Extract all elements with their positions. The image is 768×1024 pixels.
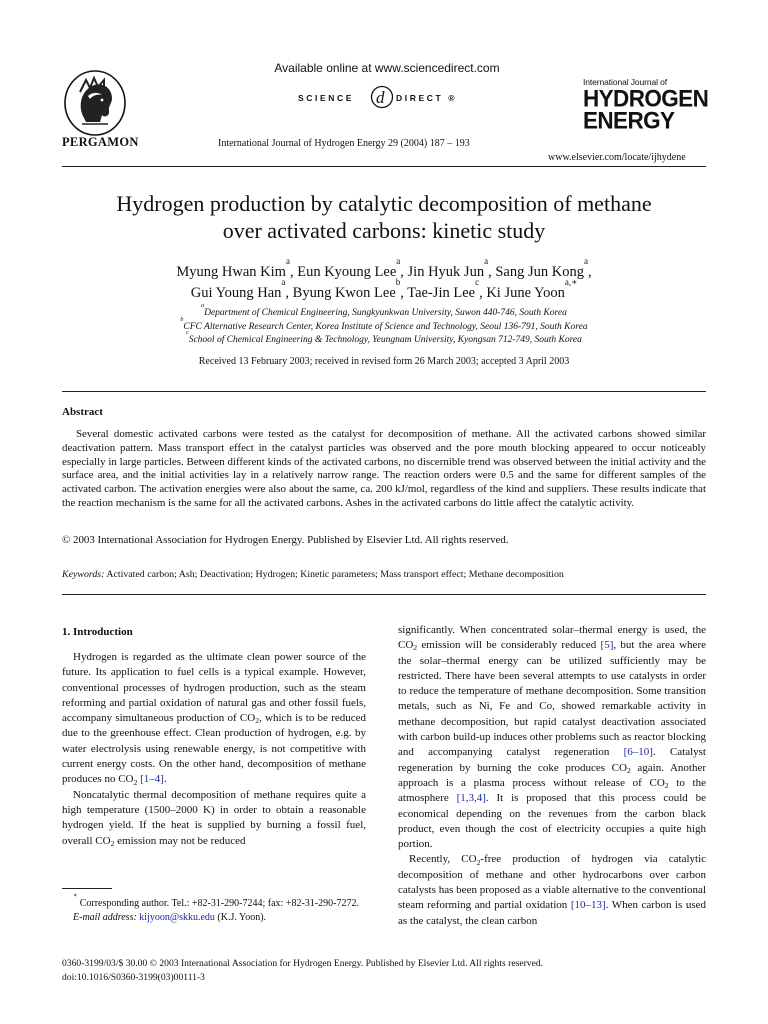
publisher-name: PERGAMON xyxy=(62,135,139,149)
citation-link[interactable]: [1,3,4] xyxy=(456,792,486,805)
pergamon-logo xyxy=(62,68,128,136)
footnote-corresponding xyxy=(62,892,366,911)
author-affiliation-mark: a xyxy=(396,256,401,267)
text-run: emission may not be reduced xyxy=(114,834,246,847)
email-label: E-mail address: xyxy=(73,912,137,923)
journal-brand xyxy=(583,77,709,134)
affiliation-mark: c xyxy=(186,330,189,337)
author-name: Tae-Jin Lee xyxy=(407,285,476,301)
affiliation-text: CFC Alternative Research Center, Korea Institute of Science and Technology, Seoul 136-791, South Korea xyxy=(183,321,588,332)
subscript: 2 xyxy=(133,777,138,787)
doi-line[interactable]: doi:10.1016/S0360-3199(03)00111-3 xyxy=(62,972,205,983)
abstract-body xyxy=(62,428,706,511)
affiliations xyxy=(62,303,706,348)
author-name: Ki June Yoon xyxy=(486,285,565,301)
author-affiliation-mark: c xyxy=(475,277,480,288)
author-name: Gui Young Han xyxy=(190,285,282,301)
citation-text: 1,3,4 xyxy=(460,792,483,805)
affiliation-mark: a xyxy=(201,303,205,310)
affiliation-item xyxy=(62,303,706,321)
author-name: Eun Kyoung Lee xyxy=(297,264,397,280)
journal-brand-subtitle: International Journal of xyxy=(583,77,668,87)
received-dates: Received 13 February 2003; received in revised form 26 March 2003; accepted 3 April 2003 xyxy=(198,356,570,367)
text-run: emission will be considerably reduced xyxy=(417,639,601,652)
sciencedirect-logo[interactable] xyxy=(290,84,490,110)
author-affiliation-mark: a xyxy=(281,277,286,288)
author-line-1: Myung Hwan Kim$^a$, Eun Kyoung Lee$^a$, Jin Hyuk Jun$^a$, Sang Jun Kong$^a$, xyxy=(176,256,592,280)
subscript: 2 xyxy=(476,857,481,867)
author-affiliation-mark: b xyxy=(395,277,401,288)
keywords xyxy=(62,569,706,580)
citation-text: 1–4 xyxy=(143,773,161,786)
svg-text:d: d xyxy=(376,88,385,107)
article-title-line1: Hydrogen production by catalytic decomposition of methane xyxy=(116,191,652,216)
author-affiliation-mark: a xyxy=(583,256,588,267)
svg-text:SCIENCE: SCIENCE xyxy=(298,93,354,103)
left-column xyxy=(62,650,366,849)
affiliation-item xyxy=(62,330,706,348)
text-run: -free production of hydrogen via catalytic decomposition of methane and other hydrocarbons over carbon catalysts has been proposed as a viable alternative to the conventional steam reforming and partial oxidation xyxy=(398,853,707,912)
author-line-2: Gui Young Han$^a$, Byung Kwon Lee$^b$, Tae-Jin Lee$^c$, Ki June Yoon$^{a,∗}$ xyxy=(190,277,578,301)
abstract-heading: Abstract xyxy=(62,406,103,418)
issn-line: 0360-3199/03/$ 30.00 © 2003 International Association for Hydrogen Energy. Published by Elsevier Ltd. All rights reserved. xyxy=(62,958,544,969)
author-list xyxy=(62,256,706,304)
affiliation-item xyxy=(62,316,706,335)
citation-text: 10–13 xyxy=(574,899,602,912)
text-run: . When carbon is used as the catalyst, the clean carbon xyxy=(398,899,707,927)
text-run: Recently, CO xyxy=(409,853,477,866)
subscript: 2 xyxy=(255,716,260,726)
citation-link[interactable]: [5] xyxy=(600,639,614,652)
citation-link[interactable]: [10–13] xyxy=(570,899,606,912)
journal-brand-line2: ENERGY xyxy=(583,106,675,134)
journal-citation: International Journal of Hydrogen Energy 29 (2004) 187 – 193 xyxy=(218,138,470,149)
journal-url-link[interactable]: www.elsevier.com/locate/ijhydene xyxy=(548,152,686,163)
text-run: . xyxy=(163,773,167,786)
affiliation-mark: b xyxy=(180,316,184,323)
footnotes xyxy=(62,892,366,925)
article-title-line2: over activated carbons: kinetic study xyxy=(222,218,546,243)
right-column xyxy=(398,623,706,929)
abstract-top-divider xyxy=(62,391,706,392)
paragraph xyxy=(398,623,706,852)
svg-text:DIRECT ®: DIRECT ® xyxy=(396,93,458,103)
author-affiliation-mark: a xyxy=(484,256,489,267)
footnote-email xyxy=(62,911,366,925)
footnote-divider xyxy=(62,888,112,889)
subscript: 2 xyxy=(413,643,418,653)
text-run: , which is to be reduced due to the greenhouse effect. Clean production of hydrogen, e.g. by water electrolysis using renewable energy, is not competitive with current energy costs. On the other hand, decomposition of methane produces no CO xyxy=(62,712,366,786)
text-run: Hydrogen is regarded as the ultimate clean power source of the future. Its application to fuel cells is a typical example. However, conventional processes of hydrogen production, such as the steam reforming and partial oxidation of natural gas and other fossil fuels, accompany simultaneous production of CO xyxy=(62,651,366,725)
text-run: Noncatalytic thermal decomposition of methane requires quite a high temperature (1500–2000 K) in order to obtain a reasonable hydrogen yield. If the heat is supplied by burning a fossil fuel, overall CO xyxy=(62,788,366,847)
subscript: 2 xyxy=(626,765,631,775)
affiliation-text: Department of Chemical Engineering, Sungkyunkwan University, Suwon 440-746, South Korea xyxy=(204,308,567,318)
subscript: 2 xyxy=(110,838,115,848)
section-heading: 1. Introduction xyxy=(62,626,133,638)
abstract-text: Several domestic activated carbons were tested as the catalyst for decomposition of methane. All the activated carbons showed similar deactivation pattern. Mass transport effect in the catalyst particles was observed and the pore mouth blocking appeared to occur noticeably especially in large particles. Between different kinds of the activated carbons, no discernible trend was observed between the initial activity and the surface area, and the initial activities lay in a relatively narrow range. The reaction orders were 0.5 and the same for different samples of the activated carbon. The activation energies were also about the same, ca. 200 kJ/mol, regardless of the kind and suppliers. These results indicate that the reaction mechanism is the same for all the activated carbons. Ashes in the activated carbons do little affect the catalytic activity. xyxy=(62,428,706,509)
affiliation-text: School of Chemical Engineering & Technology, Yeungnam University, Kyongsan 712-749, South Korea xyxy=(188,335,582,345)
journal-brand-line1: HYDROGEN xyxy=(583,84,709,112)
author-name: Byung Kwon Lee xyxy=(292,285,396,301)
text-run: . Catalyst regeneration by burning the coke produces CO xyxy=(398,746,706,774)
paragraph xyxy=(62,788,366,849)
available-online-link[interactable]: Available online at www.sciencedirect.com xyxy=(274,61,500,75)
body-top-divider xyxy=(62,594,706,595)
keywords-label: Keywords: xyxy=(62,569,105,580)
citation-text: 5 xyxy=(604,639,610,652)
paragraph xyxy=(62,650,366,788)
email-suffix: (K.J. Yoon). xyxy=(217,912,267,923)
footnote-text: Corresponding author. Tel.: +82-31-290-7244; fax: +82-31-290-7272. xyxy=(79,898,359,909)
author-affiliation-mark: a,∗ xyxy=(564,277,578,288)
citation-text: 6–10 xyxy=(627,746,650,759)
text-run: , but the area where the solar–thermal energy can be utilized sufficiently may be restricted. There have been several attempts to use catalysts in order to reduce the temperature of methane decomposition. Some transition metals, such as Ni, Fe and Co, showed remarkable activity in methane decomposition, but rapid catalyst deactivation associated with carbon build-up induces other problems such as reactor blocking and accompanying catalyst regeneration xyxy=(398,639,706,759)
email-link[interactable]: kijyoon@skku.edu xyxy=(139,912,215,923)
subscript: 2 xyxy=(664,781,669,791)
text-run: significantly. When concentrated solar–thermal energy is used, the CO xyxy=(398,624,706,652)
footnote-mark: ∗ xyxy=(73,892,78,900)
author-name: Jin Hyuk Jun xyxy=(407,264,485,280)
text-run: again. Another approach is a plasma process without release of CO xyxy=(398,761,706,789)
author-name: Sang Jun Kong xyxy=(495,264,584,280)
author-affiliation-mark: a xyxy=(285,256,290,267)
text-run: to the atmosphere xyxy=(398,776,706,805)
header-divider xyxy=(62,166,706,167)
citation-link[interactable]: [6–10] xyxy=(623,746,653,759)
abstract-copyright: © 2003 International Association for Hydrogen Energy. Published by Elsevier Ltd. All rights reserved. xyxy=(62,534,509,546)
keywords-list: Activated carbon; Ash; Deactivation; Hydrogen; Kinetic parameters; Mass transport effect; Methane decomposition xyxy=(106,569,564,580)
citation-link[interactable]: [1–4] xyxy=(140,773,164,786)
author-name: Myung Hwan Kim xyxy=(176,264,286,280)
paragraph xyxy=(398,852,706,928)
text-run: . It is proposed that this process could be economical depending on the revenues from the carbon black product, even though the cost of electricity occupies a quite high portion. xyxy=(398,792,707,851)
article-title xyxy=(62,190,706,244)
